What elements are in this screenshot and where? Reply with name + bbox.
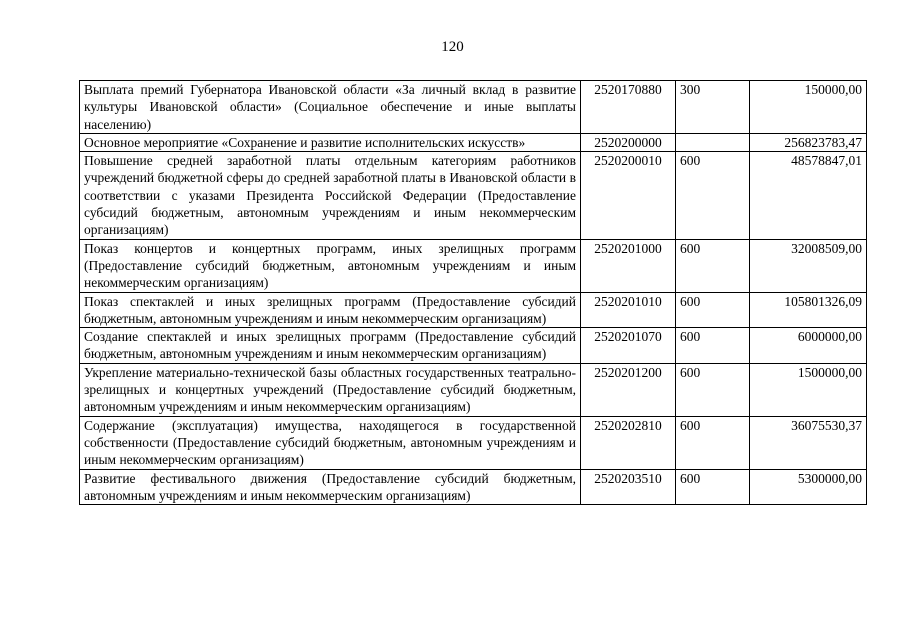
- row-expense-kind: 600: [676, 152, 750, 239]
- row-amount: 36075530,37: [750, 416, 867, 469]
- row-expense-kind: 600: [676, 239, 750, 292]
- row-expense-kind: [676, 133, 750, 151]
- row-target-code: 2520203510: [581, 469, 676, 505]
- table-row: [80, 239, 867, 292]
- row-expense-kind: 600: [676, 416, 750, 469]
- table-row: [80, 152, 867, 239]
- row-target-code: 2520201070: [581, 328, 676, 364]
- row-name: Развитие фестивального движения (Предоставление субсидий бюджетным, автономным учреждениям и иным некоммерческим организациям): [80, 469, 581, 505]
- row-target-code: 2520201010: [581, 292, 676, 328]
- row-amount: 6000000,00: [750, 328, 867, 364]
- row-target-code: 2520201200: [581, 363, 676, 416]
- row-amount: 105801326,09: [750, 292, 867, 328]
- row-expense-kind: 600: [676, 363, 750, 416]
- row-amount: 150000,00: [750, 81, 867, 134]
- row-name: Укрепление материально-технической базы областных государственных театрально-зрелищных и концертных учреждений (Предоставление субсидий бюджетным, автономным учреждениям и иным некоммерческим организациям): [80, 363, 581, 416]
- row-name: Выплата премий Губернатора Ивановской области «За личный вклад в развитие культуры Ивановской области» (Социальное обеспечение и иные выплаты населению): [80, 81, 581, 134]
- table-row: [80, 133, 867, 151]
- row-expense-kind: 600: [676, 292, 750, 328]
- table-row: [80, 416, 867, 469]
- row-target-code: 2520200010: [581, 152, 676, 239]
- table-row: [80, 292, 867, 328]
- row-name: Основное мероприятие «Сохранение и развитие исполнительских искусств»: [80, 133, 581, 151]
- row-amount: 32008509,00: [750, 239, 867, 292]
- table-row: [80, 81, 867, 134]
- budget-table-body: [80, 81, 867, 505]
- table-row: [80, 328, 867, 364]
- row-name: Показ спектаклей и иных зрелищных программ (Предоставление субсидий бюджетным, автономным учреждениям и иным некоммерческим организациям): [80, 292, 581, 328]
- budget-table: [79, 80, 867, 505]
- row-expense-kind: 300: [676, 81, 750, 134]
- table-row: [80, 469, 867, 505]
- row-target-code: 2520202810: [581, 416, 676, 469]
- row-amount: 48578847,01: [750, 152, 867, 239]
- row-amount: 5300000,00: [750, 469, 867, 505]
- row-target-code: 2520200000: [581, 133, 676, 151]
- row-target-code: 2520201000: [581, 239, 676, 292]
- row-amount: 1500000,00: [750, 363, 867, 416]
- row-amount: 256823783,47: [750, 133, 867, 151]
- row-expense-kind: 600: [676, 469, 750, 505]
- row-name: Показ концертов и концертных программ, иных зрелищных программ (Предоставление субсидий бюджетным, автономным учреждениям и иным некоммерческим организациям): [80, 239, 581, 292]
- table-row: [80, 363, 867, 416]
- page-number: 120: [441, 39, 464, 55]
- row-name: Содержание (эксплуатация) имущества, находящегося в государственной собственности (Предоставление субсидий бюджетным, автономным учреждениям и иным некоммерческим организациям): [80, 416, 581, 469]
- row-name: Создание спектаклей и иных зрелищных программ (Предоставление субсидий бюджетным, автономным учреждениям и иным некоммерческим организациям): [80, 328, 581, 364]
- row-name: Повышение средней заработной платы отдельным категориям работников учреждений бюджетной сферы до средней заработной платы в Ивановской области в соответствии с указами Президента Российской Федерации (Предоставление субсидий бюджетным, автономным учреждениям и иным некоммерческим организациям): [80, 152, 581, 239]
- row-target-code: 2520170880: [581, 81, 676, 134]
- row-expense-kind: 600: [676, 328, 750, 364]
